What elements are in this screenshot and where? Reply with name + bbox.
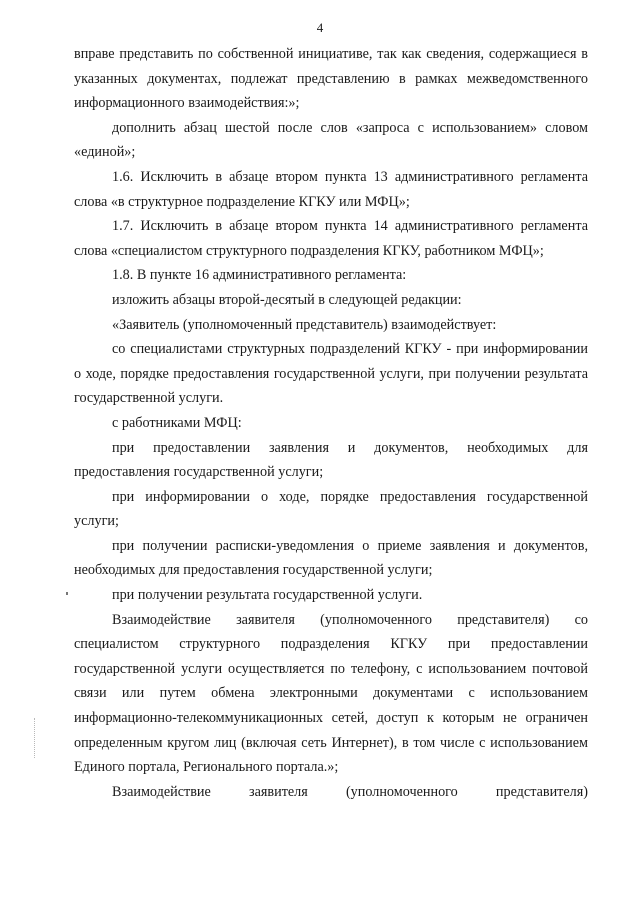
scan-artifact-dot <box>66 592 68 595</box>
paragraph-mfc-workers: с работниками МФЦ: <box>112 414 242 431</box>
paragraph-item-1-8: 1.8. В пункте 16 административного регламента: <box>112 267 407 284</box>
paragraph-item-1-7: 1.7. Исключить в абзаце втором пункта 14 административного регламента слова «специалистом структурного подразделения КГКУ, работником МФЦ»; <box>74 218 588 259</box>
paragraph-receipt: при получении расписки-уведомления о приеме заявления и документов, необходимых для предоставления государственной услуги; <box>74 537 588 579</box>
paragraph-submission: при предоставлении заявления и документов, необходимых для предоставления государственной услуги; <box>74 439 588 481</box>
paragraph-interaction-cut: Взаимодействие заявителя (уполномоченного представителя) <box>112 783 588 800</box>
scan-artifact-marks <box>34 718 37 758</box>
paragraph-new-wording: изложить абзацы второй-десятый в следующей редакции: <box>112 291 462 308</box>
paragraph-informing: при информировании о ходе, порядке предоставления государственной услуги; <box>74 488 588 530</box>
document-body <box>74 42 588 804</box>
paragraph-kgku-specialists: со специалистами структурных подразделений КГКУ - при информировании о ходе, порядке предоставления государственной услуги, при получении результата государственной услуги. <box>74 341 588 407</box>
paragraph-result: при получении результата государственной услуги. <box>112 587 423 604</box>
paragraph-item-1-6: 1.6. Исключить в абзаце втором пункта 13 административного регламента слова «в структурное подразделение КГКУ или МФЦ»; <box>74 168 588 210</box>
page-number: 4 <box>316 20 324 35</box>
paragraph-applicant-interacts: «Заявитель (уполномоченный представитель) взаимодействует: <box>112 316 497 333</box>
paragraph-amend-sixth: дополнить абзац шестой после слов «запроса с использованием» словом «единой»; <box>74 119 588 161</box>
paragraph-continuation: вправе представить по собственной инициативе, так как сведения, содержащиеся в указанных документах, подлежат представлению в рамках межведомственного информационного взаимодействия:»; <box>74 46 588 112</box>
paragraph-interaction-means: Взаимодействие заявителя (уполномоченного представителя) со специалистом структурного подразделения КГКУ при предоставлении государственной услуги осуществляется по телефону, с использованием почтовой связи или путем обмена электронными документами с использованием информационно-телекоммуникационных сетей, доступ к которым не ограничен определенным кругом лиц (включая сеть Интернет), в том числе с использованием Единого портала, Регионального портала.»; <box>74 611 588 776</box>
